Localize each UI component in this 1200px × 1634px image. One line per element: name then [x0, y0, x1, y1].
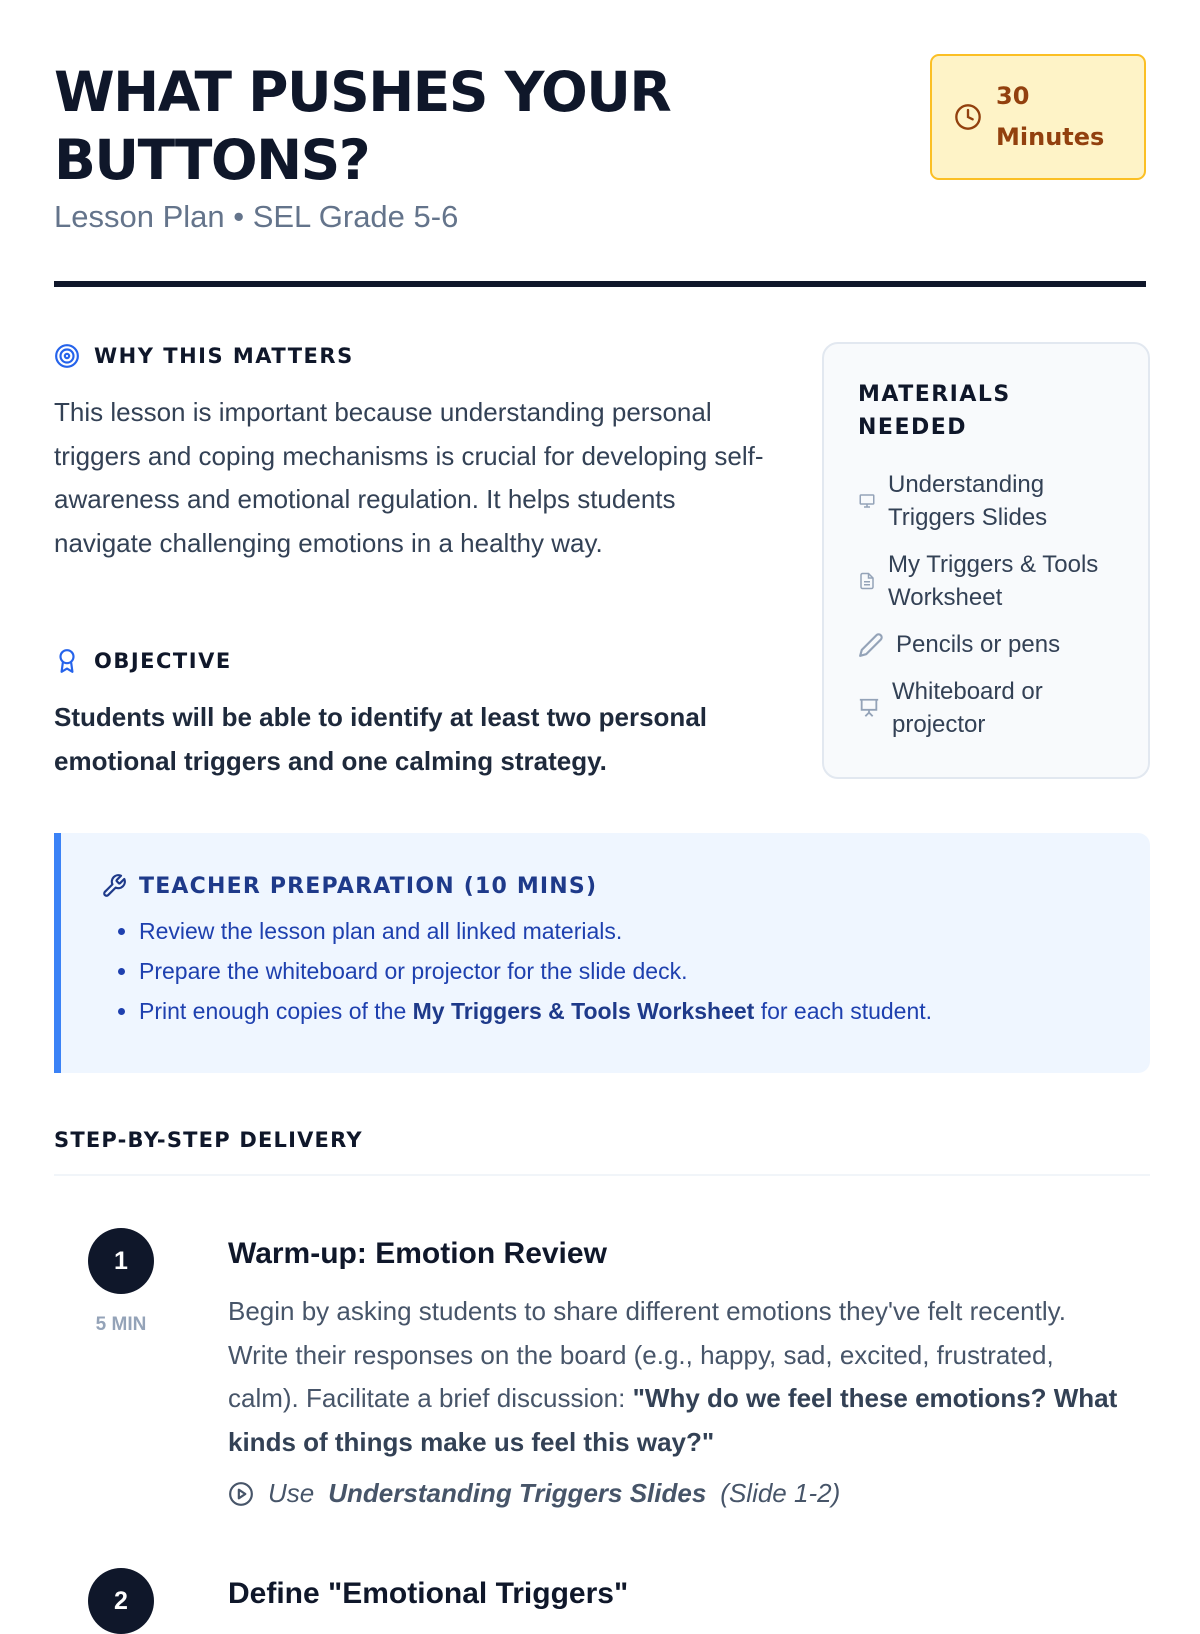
why-label: WHY THIS MATTERS — [54, 343, 774, 369]
materials-list — [858, 468, 1118, 741]
materials-panel — [822, 342, 1150, 779]
step-2 — [54, 1568, 1150, 1615]
page-subtitle: Lesson Plan • SEL Grade 5-6 — [54, 199, 459, 234]
step-1 — [54, 1228, 1150, 1518]
material-item: My Triggers & Tools Worksheet — [858, 548, 1118, 614]
teacher-preparation — [54, 833, 1150, 1073]
step-duration: 5 MIN — [95, 1314, 147, 1335]
materials-title: MATERIALS NEEDED — [858, 382, 1011, 440]
target-icon — [54, 343, 80, 369]
step-title: Warm-up: Emotion Review — [228, 1237, 607, 1270]
prep-list — [101, 911, 1110, 1031]
why-section — [54, 343, 774, 565]
material-item: Understanding Triggers Slides — [858, 468, 1118, 534]
material-item: Pencils or pens — [858, 628, 1118, 661]
step-body — [228, 1228, 1128, 1509]
play-circle-icon — [228, 1481, 254, 1507]
header — [54, 0, 1146, 287]
step-body — [228, 1568, 1128, 1616]
why-text: This lesson is important because understanding personal triggers and coping mechanisms is crucial for developing self-awareness and emotional regulation. It helps students navigate challenging emotions in a healthy way. — [54, 397, 764, 558]
discussion-prompt: "Why do we feel these emotions? What kinds of things make us feel this way?" — [228, 1383, 1118, 1457]
duration-text: 30 Minutes — [996, 82, 1105, 151]
award-icon — [54, 648, 80, 674]
prep-item: • Prepare the whiteboard or projector for the slide deck. — [139, 951, 1110, 991]
wrench-icon — [101, 873, 127, 899]
objective-text: Students will be able to identify at least two personal emotional triggers and one calming strategy. — [54, 702, 707, 776]
worksheet-name: My Triggers & Tools Worksheet — [412, 998, 755, 1024]
prep-item: • Review the lesson plan and all linked materials. — [139, 911, 1110, 951]
objective-label: OBJECTIVE — [54, 648, 774, 674]
step-description: Begin by asking students to share different emotions they've felt recently. Write their responses on the board (e.g., happy, sad, excited, frustrated, calm). Facilitate a brief discussion: "Why do we feel these emotions? What kinds of things make us feel this way?" — [228, 1296, 1118, 1457]
step-material-reference: Use Understanding Triggers Slides (Slide 1-2) — [228, 1478, 1128, 1509]
page-title: WHAT PUSHES YOUR BUTTONS? — [54, 60, 671, 192]
clock-icon — [954, 103, 982, 131]
step-title: Define "Emotional Triggers" — [228, 1577, 629, 1610]
step-number: 1 — [88, 1228, 154, 1294]
material-item: Whiteboard or projector — [858, 675, 1118, 741]
header-divider — [54, 281, 1146, 287]
prep-title: TEACHER PREPARATION (10 MINS) — [101, 873, 1110, 899]
duration-badge — [930, 54, 1146, 180]
pencil-icon — [858, 632, 884, 658]
step-number: 2 — [88, 1568, 154, 1634]
material-link[interactable]: Understanding Triggers Slides — [328, 1478, 707, 1508]
document-icon — [858, 572, 876, 590]
objective-section — [54, 648, 774, 783]
prep-item: • Print enough copies of the My Triggers & Tools Worksheet for each student. — [139, 991, 1110, 1031]
steps-heading: STEP-BY-STEP DELIVERY — [54, 1128, 1150, 1176]
projector-icon — [858, 697, 880, 719]
slides-icon — [858, 492, 876, 510]
